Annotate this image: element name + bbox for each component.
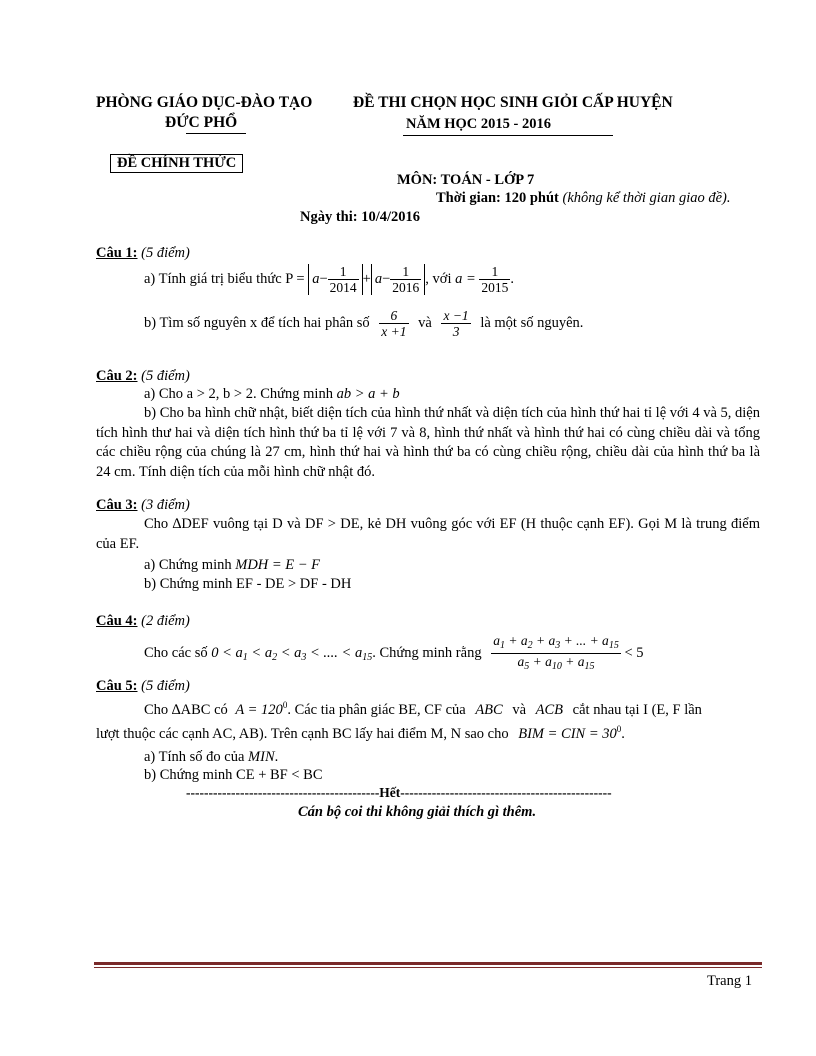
q3-heading: Câu 3: (3 điểm) [96, 497, 190, 513]
exam-date: Ngày thi: 10/4/2016 [300, 209, 421, 225]
q3-part-a: a) Chứng minh MDH = E − F [144, 557, 321, 573]
q1-part-b: b) Tìm số nguyên x để tích hai phân số $\frac{6}{x +1}$ và $\frac{x -1}{3}$ là một số nguyên. [144, 308, 584, 339]
q1a-frac3: $\frac{1}{2015}$ [481, 264, 509, 295]
official-exam-box: ĐỀ CHÍNH THỨC [110, 154, 243, 173]
q5-line1: Cho ∆ABC có $A = 120^0$. Các tia phân giác BE, CF của ABC và ACB cắt nhau tại I (E, F lần [144, 700, 702, 718]
q5-line2: lượt thuộc các cạnh AC, AB). Trên cạnh BC lấy hai điểm M, N sao cho BIM = CIN = $30^0$. [96, 724, 625, 742]
footer-rule-thin [94, 967, 762, 968]
q1b-frac2: $\frac{x -1}{3}$ [443, 308, 469, 339]
q2-part-b: b) Cho ba hình chữ nhật, biết diện tích của hình thứ nhất và diện tích của hình thứ hai tỉ lệ với 4 và 5, diện tích hình thư hai và diện tích hình thứ ba tỉ lệ với 7 và 8, hình thứ nhất và hình thứ hai có cùng chiều dài và tổng các chiều rộng của chúng là 27 cm, hình thứ hai và hình thứ ba có cùng chiều rộng, chiều dài của hình thứ ba là 24 cm. Tính diện tích của mỗi hình chữ nhật đó. [96, 405, 760, 480]
school-year: NĂM HỌC 2015 - 2016 [406, 116, 551, 132]
q1a-frac2: $\frac{1}{2016}$ [392, 264, 420, 295]
q3-part-b: b) Chứng minh EF - DE > DF - DH [144, 576, 352, 592]
time-allowed [436, 190, 731, 207]
q1b-frac1: $\frac{6}{x +1}$ [381, 308, 407, 339]
q5-heading: Câu 5: (5 điểm) [96, 678, 190, 694]
school-year-underline [403, 135, 613, 136]
page-number: Trang 1 [707, 973, 752, 989]
q1-part-a: a) Tính giá trị biểu thức P = a− $\frac{1}{2014}$ + a− $\frac{1}{2016}$ , với a = $\frac{1}{2015}$ . [144, 264, 515, 295]
exam-title: ĐỀ THI CHỌN HỌC SINH GIỎI CẤP HUYỆN [353, 94, 673, 111]
q4-heading: Câu 4: (2 điểm) [96, 613, 190, 629]
time-note: (không kể thời gian giao đề). [562, 190, 731, 206]
q1a-prefix: a) Tính giá trị biểu thức P = [144, 270, 305, 287]
q3-intro: Cho ∆DEF vuông tại D và DF > DE, kẻ DH vuông góc với EF (H thuộc cạnh EF). Gọi M là trung điểm của EF. [96, 516, 760, 552]
q5-part-b: b) Chứng minh CE + BF < BC [144, 767, 323, 783]
q4-fraction: $\frac{a_1 + a_2 + a_3 + ... + a_{15}}{a_5 + a_{10} + a_{15}}$ [493, 633, 619, 672]
q1a-abs2: a− $\frac{1}{2016}$ [371, 264, 425, 295]
time-bold: Thời gian: 120 phút [436, 190, 559, 206]
q2-part-a: a) Cho a > 2, b > 2. Chứng minh ab > a + b [144, 386, 400, 402]
end-note: Cán bộ coi thi không giải thích gì thêm. [298, 804, 537, 820]
q1a-abs1: a− $\frac{1}{2014}$ [308, 264, 362, 295]
q1a-frac1: $\frac{1}{2014}$ [329, 264, 357, 295]
department-name: PHÒNG GIÁO DỤC-ĐÀO TẠO [96, 94, 313, 111]
q1-points: (5 điểm) [141, 245, 190, 261]
end-marker: -------------------------------------------Hết----------------------------------------------- [186, 785, 612, 800]
district-underline [186, 133, 246, 134]
q1-title: Câu 1: [96, 245, 138, 261]
subject: MÔN: TOÁN - LỚP 7 [397, 172, 535, 188]
q5-part-a: a) Tính số đo của MIN. [144, 749, 279, 765]
footer-rule-thick [94, 962, 762, 965]
q2-heading: Câu 2: (5 điểm) [96, 368, 190, 384]
district-name: ĐỨC PHỔ [165, 114, 238, 131]
q4-inequality: $0 < a_1 < a_2 < a_3$ < .... < $a_{15}$ [211, 644, 373, 663]
q1-heading [96, 245, 190, 262]
q4-body: Cho các số $0 < a_1 < a_2 < a_3$ < .... < $a_{15}$. Chứng minh rằng $\frac{a_1 + a_2 + a_3 + ... + a_{15}}{a_5 + a_{10} + a_{15}}$ < 5 [144, 633, 644, 672]
